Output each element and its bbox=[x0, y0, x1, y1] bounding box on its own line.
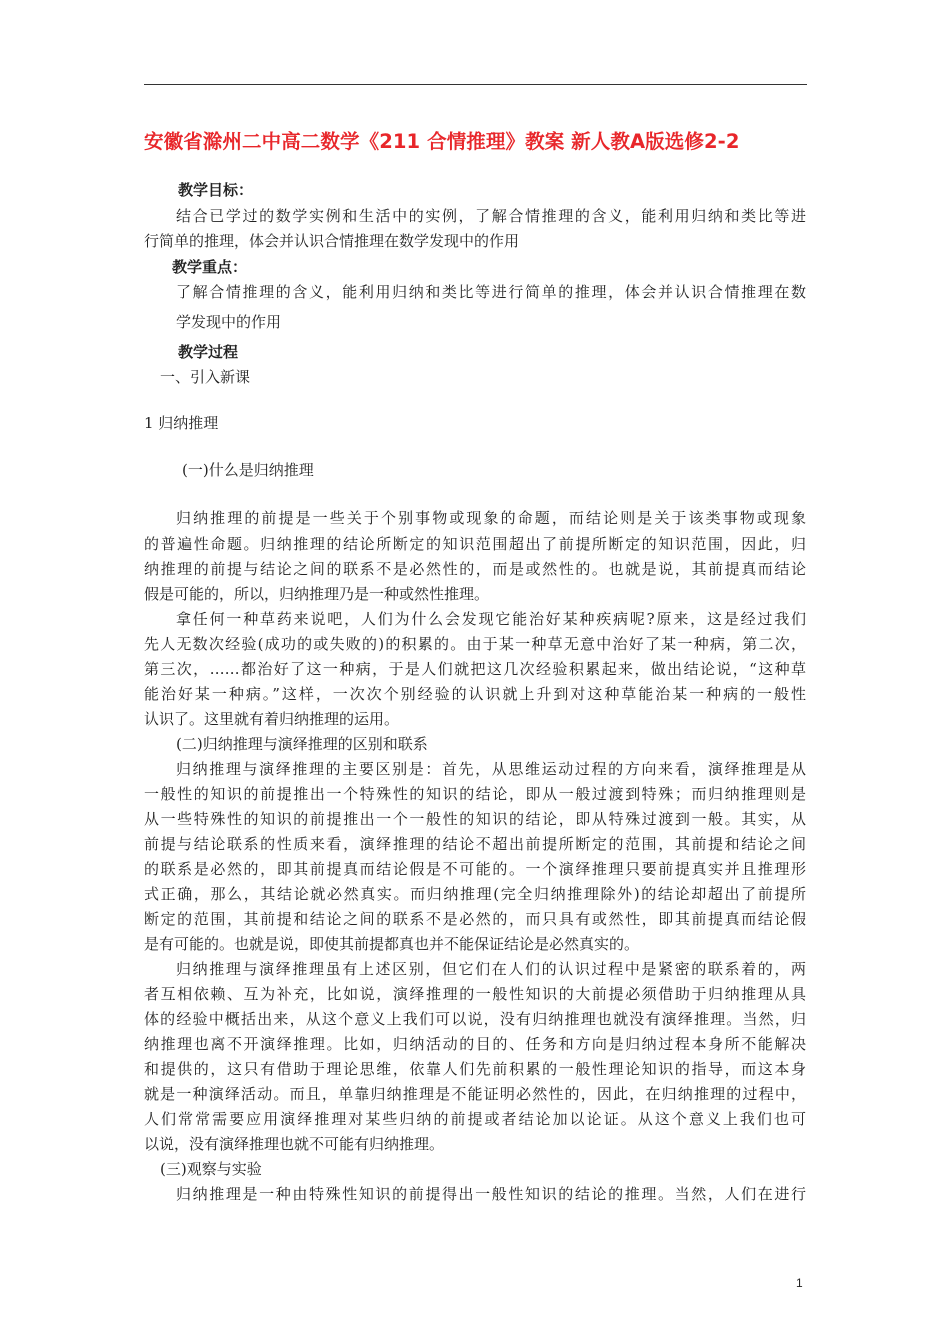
process-heading: 教学过程 bbox=[178, 343, 239, 361]
section-1-heading: 1 归纳推理 bbox=[144, 414, 219, 432]
header-rule bbox=[144, 84, 807, 85]
page-number: 1 bbox=[796, 1276, 803, 1290]
p2-line-3: 第三次，……都治好了这一种病，于是人们就把这几次经验积累起来，做出结论说，“这种草 bbox=[144, 660, 806, 678]
p3-line-7: 断定的范围，其前提和结论之间的联系不是必然的，而只具有或然性，即其前提真而结论假 bbox=[144, 910, 806, 928]
p4-line-6: 就是一种演绎活动。而且，单靠归纳推理是不能证明必然性的，因此，在归纳推理的过程中， bbox=[144, 1085, 806, 1103]
p2-line-1: 拿任何一种草药来说吧，人们为什么会发现它能治好某种疾病呢?原来，这是经过我们 bbox=[176, 610, 806, 628]
p3-line-3: 从一些特殊性的知识的前提推出一个一般性的知识的结论，即从特殊过渡到一般。其实，从 bbox=[144, 810, 806, 828]
p3-line-2: 一般性的知识的前提推出一个特殊性的知识的结论，即从一般过渡到特殊；而归纳推理则是 bbox=[144, 785, 806, 803]
p3-line-4: 前提与结论联系的性质来看，演绎推理的结论不超出前提所断定的范围，其前提和结论之间 bbox=[144, 835, 806, 853]
p4-line-2: 者互相依赖、互为补充，比如说，演绎推理的一般性知识的大前提必须借助于归纳推理从具 bbox=[144, 985, 806, 1003]
p4-line-4: 纳推理也离不开演绎推理。比如，归纳活动的目的、任务和方向是归纳过程本身所不能解决 bbox=[144, 1035, 806, 1053]
p3-line-1: 归纳推理与演绎推理的主要区别是：首先，从思维运动过程的方向来看，演绎推理是从 bbox=[176, 760, 806, 778]
goal-line-2: 行简单的推理，体会并认识合情推理在数学发现中的作用 bbox=[144, 232, 520, 250]
p4-line-3: 体的经验中概括出来，从这个意义上我们可以说，没有归纳推理也就没有演绎推理。当然，归 bbox=[144, 1010, 806, 1028]
p1-line-1: 归纳推理的前提是一些关于个别事物或现象的命题，而结论则是关于该类事物或现象 bbox=[176, 509, 806, 527]
focus-heading: 教学重点： bbox=[172, 258, 248, 276]
p1-line-2: 的普遍性命题。归纳推理的结论所断定的知识范围超出了前提所断定的知识范围，因此，归 bbox=[144, 535, 806, 553]
subsection-2-heading: (二)归纳推理与演绎推理的区别和联系 bbox=[176, 735, 428, 753]
p2-line-5: 认识了。这里就有着归纳推理的运用。 bbox=[144, 710, 400, 728]
p2-line-2: 先人无数次经验(成功的或失败的)的积累的。由于某一种草无意中治好了某一种病，第二次， bbox=[144, 635, 806, 653]
p3-line-6: 式正确，那么，其结论就必然真实。而归纳推理(完全归纳推理除外)的结论却超出了前提所 bbox=[144, 885, 806, 903]
p4-line-1: 归纳推理与演绎推理虽有上述区别，但它们在人们的认识过程中是紧密的联系着的，两 bbox=[176, 960, 806, 978]
p5-line-1: 归纳推理是一种由特殊性知识的前提得出一般性知识的结论的推理。当然，人们在进行 bbox=[176, 1185, 806, 1203]
focus-line-1: 了解合情推理的含义，能利用归纳和类比等进行简单的推理，体会并认识合情推理在数 bbox=[176, 283, 806, 301]
p2-line-4: 能治好某一种病。”这样，一次次个别经验的认识就上升到对这种草能治某一种病的一般性 bbox=[144, 685, 806, 703]
p3-line-5: 的联系是必然的，即其前提真而结论假是不可能的。一个演绎推理只要前提真实并且推理形 bbox=[144, 860, 806, 878]
p3-line-8: 是有可能的。也就是说，即使其前提都真也并不能保证结论是必然真实的。 bbox=[144, 935, 640, 953]
p4-line-5: 和提供的，这只有借助于理论思维，依靠人们先前积累的一般性理论知识的指导，而这本身 bbox=[144, 1060, 806, 1078]
p1-line-4: 假是可能的，所以，归纳推理乃是一种或然性推理。 bbox=[144, 585, 490, 603]
goal-line-1: 结合已学过的数学实例和生活中的实例，了解合情推理的含义，能利用归纳和类比等进 bbox=[176, 207, 806, 225]
p1-line-3: 纳推理的前提与结论之间的联系不是必然性的，而是或然性的。也就是说，其前提真而结论 bbox=[144, 560, 806, 578]
subsection-3-heading: (三)观察与实验 bbox=[160, 1160, 262, 1178]
goal-heading: 教学目标： bbox=[178, 181, 254, 199]
document-title: 安徽省滁州二中高二数学《211 合情推理》教案 新人教A版选修2-2 bbox=[144, 130, 740, 153]
p4-line-8: 以说，没有演绎推理也就不可能有归纳推理。 bbox=[144, 1135, 445, 1153]
intro-heading: 一、引入新课 bbox=[160, 368, 251, 386]
focus-line-2: 学发现中的作用 bbox=[176, 313, 282, 331]
subsection-1-heading: (一)什么是归纳推理 bbox=[182, 461, 314, 479]
p4-line-7: 人们常常需要应用演绎推理对某些归纳的前提或者结论加以论证。从这个意义上我们也可 bbox=[144, 1110, 806, 1128]
